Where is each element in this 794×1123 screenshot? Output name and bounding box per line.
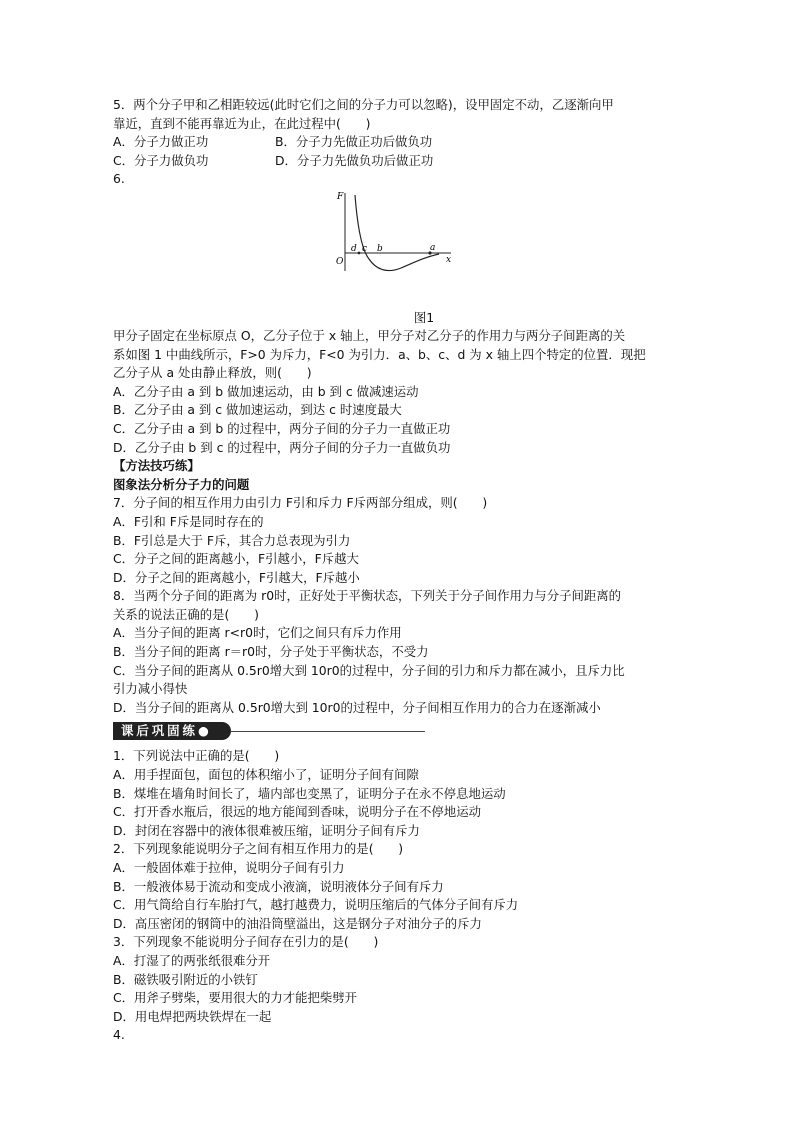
q7-option-c: C．分子之间的距离越小，F引越小，F斥越大 xyxy=(113,551,359,567)
h3-option-a: A．打湿了的两张纸很难分开 xyxy=(113,952,271,968)
question-5 xyxy=(113,96,685,170)
question-8 xyxy=(113,587,685,717)
q6-stem-line-3: 乙分子从 a 处由静止释放，则( ) xyxy=(113,365,312,381)
origin-label: O xyxy=(336,256,344,267)
figure-caption: 图1 xyxy=(413,309,435,325)
q5-options-row-2 xyxy=(113,152,685,171)
q5-option-d: D．分子力先做负功后做正功 xyxy=(275,152,434,168)
q6-number: 6. xyxy=(113,171,125,187)
section-banner xyxy=(113,721,685,743)
q6-stem-line-2: 系如图 1 中曲线所示，F>0 为斥力，F<0 为引力．a、b、c、d 为 x 轴上四个特定的位置．现把 xyxy=(113,346,646,362)
h2-stem: 2．下列现象能说明分子之间有相互作用力的是( ) xyxy=(113,841,404,857)
force-distance-graph xyxy=(335,191,455,281)
question-7 xyxy=(113,494,685,587)
q8-stem-line-2: 关系的说法正确的是( ) xyxy=(113,606,259,622)
h4-number: 4. xyxy=(113,1027,125,1043)
section-banner-label: 课后巩固练● xyxy=(113,722,231,740)
q6-stem-line-1: 甲分子固定在坐标原点 O，乙分子位于 x 轴上，甲分子对乙分子的作用力与两分子间距离的关 xyxy=(113,327,626,343)
q8-option-c-line-1: C．当分子间的距离从 0.5r0增大到 10r0的过程中，分子间的引力和斥力都在减小，且斥力比 xyxy=(113,662,625,678)
h2-option-b: B．一般液体易于流动和变成小液滴，说明液体分子间有斥力 xyxy=(113,878,444,894)
q6-option-d: D．乙分子由 b 到 c 的过程中，两分子间的分子力一直做负功 xyxy=(113,439,451,455)
q5-stem-line-1: 5．两个分子甲和乙相距较远(此时它们之间的分子力可以忽略)，设甲固定不动，乙逐渐向甲 xyxy=(113,97,614,112)
h3-option-c: C．用斧子劈柴，要用很大的力才能把柴劈开 xyxy=(113,990,358,1006)
q5-options-row-1 xyxy=(113,133,685,152)
q8-option-c-line-2: 引力减小得快 xyxy=(113,681,188,697)
q6-figure xyxy=(113,191,685,309)
point-a-label: a xyxy=(430,242,436,253)
q8-option-a: A．当分子间的距离 r<r0时，它们之间只有斥力作用 xyxy=(113,625,402,641)
axis-x-label: x xyxy=(446,254,452,265)
homework-question-2 xyxy=(113,840,685,933)
q6-option-b: B．乙分子由 a 到 c 做加速运动，到达 c 时速度最大 xyxy=(113,402,402,418)
point-d-label: d xyxy=(351,243,357,254)
q5-stem-line-2: 靠近，直到不能再靠近为止，在此过程中( ) xyxy=(113,115,371,131)
h1-stem: 1．下列说法中正确的是( ) xyxy=(113,748,280,764)
h1-option-d: D．封闭在容器中的液体很难被压缩，证明分子间有斥力 xyxy=(113,822,420,838)
h1-option-a: A．用手捏面包，面包的体积缩小了，证明分子间有间隙 xyxy=(113,767,419,783)
homework-question-1 xyxy=(113,747,685,840)
worksheet-page xyxy=(113,96,685,1045)
point-d-dot xyxy=(358,252,361,255)
q5-option-c: C．分子力做负功 xyxy=(113,152,209,168)
homework-question-3 xyxy=(113,933,685,1026)
h1-option-b: B．煤堆在墙角时间长了，墙内部也变黑了，证明分子在永不停息地运动 xyxy=(113,785,506,801)
h2-option-a: A．一般固体难于拉伸，说明分子间有引力 xyxy=(113,860,345,875)
q7-option-a: A．F引和 F斥是同时存在的 xyxy=(113,513,264,529)
question-6 xyxy=(113,170,685,457)
q5-option-a: A．分子力做正功 xyxy=(113,134,209,150)
q8-option-b: B．当分子间的距离 r＝r0时，分子处于平衡状态，不受力 xyxy=(113,644,429,660)
q8-stem-line-1: 8．当两个分子间的距离为 r0时，正好处于平衡状态，下列关于分子间作用力与分子间距离的 xyxy=(113,588,622,604)
method-heading: 【方法技巧练】 xyxy=(113,458,200,474)
method-subheading: 图象法分析分子力的问题 xyxy=(113,476,250,492)
h2-option-d: D．高压密闭的钢筒中的油沿筒壁溢出，这是钢分子对油分子的斥力 xyxy=(113,915,482,931)
q7-option-b: B．F引总是大于 F斥，其合力总表现为引力 xyxy=(113,532,351,548)
h1-option-c: C．打开香水瓶后，很远的地方能闻到香味，说明分子在不停地运动 xyxy=(113,804,481,820)
q6-option-c: C．乙分子由 a 到 b 的过程中，两分子间的分子力一直做正功 xyxy=(113,420,451,436)
q5-option-b: B．分子力先做正功后做负功 xyxy=(275,134,433,150)
force-curve xyxy=(355,195,439,271)
q8-option-d: D．当分子间的距离从 0.5r0增大到 10r0的过程中，分子间相互作用力的合力在逐渐减小 xyxy=(113,699,601,715)
h3-option-d: D．用电焊把两块铁焊在一起 xyxy=(113,1008,272,1024)
point-c-label: c xyxy=(362,243,368,254)
axis-f-label: F xyxy=(337,191,344,202)
section-banner-rule xyxy=(231,731,425,732)
h3-option-b: B．磁铁吸引附近的小铁钉 xyxy=(113,971,258,987)
q6-option-a: A．乙分子由 a 到 b 做加速运动，由 b 到 c 做减速运动 xyxy=(113,383,419,399)
h3-stem: 3．下列现象不能说明分子间存在引力的是( ) xyxy=(113,934,379,950)
q7-option-d: D．分子之间的距离越小，F引越大，F斥越小 xyxy=(113,569,360,585)
h2-option-c: C．用气筒给自行车胎打气，越打越费力，说明压缩后的气体分子间有斥力 xyxy=(113,897,519,913)
q7-stem: 7．分子间的相互作用力由引力 F引和斥力 F斥两部分组成，则( ) xyxy=(113,495,488,511)
point-b-label: b xyxy=(377,243,383,254)
